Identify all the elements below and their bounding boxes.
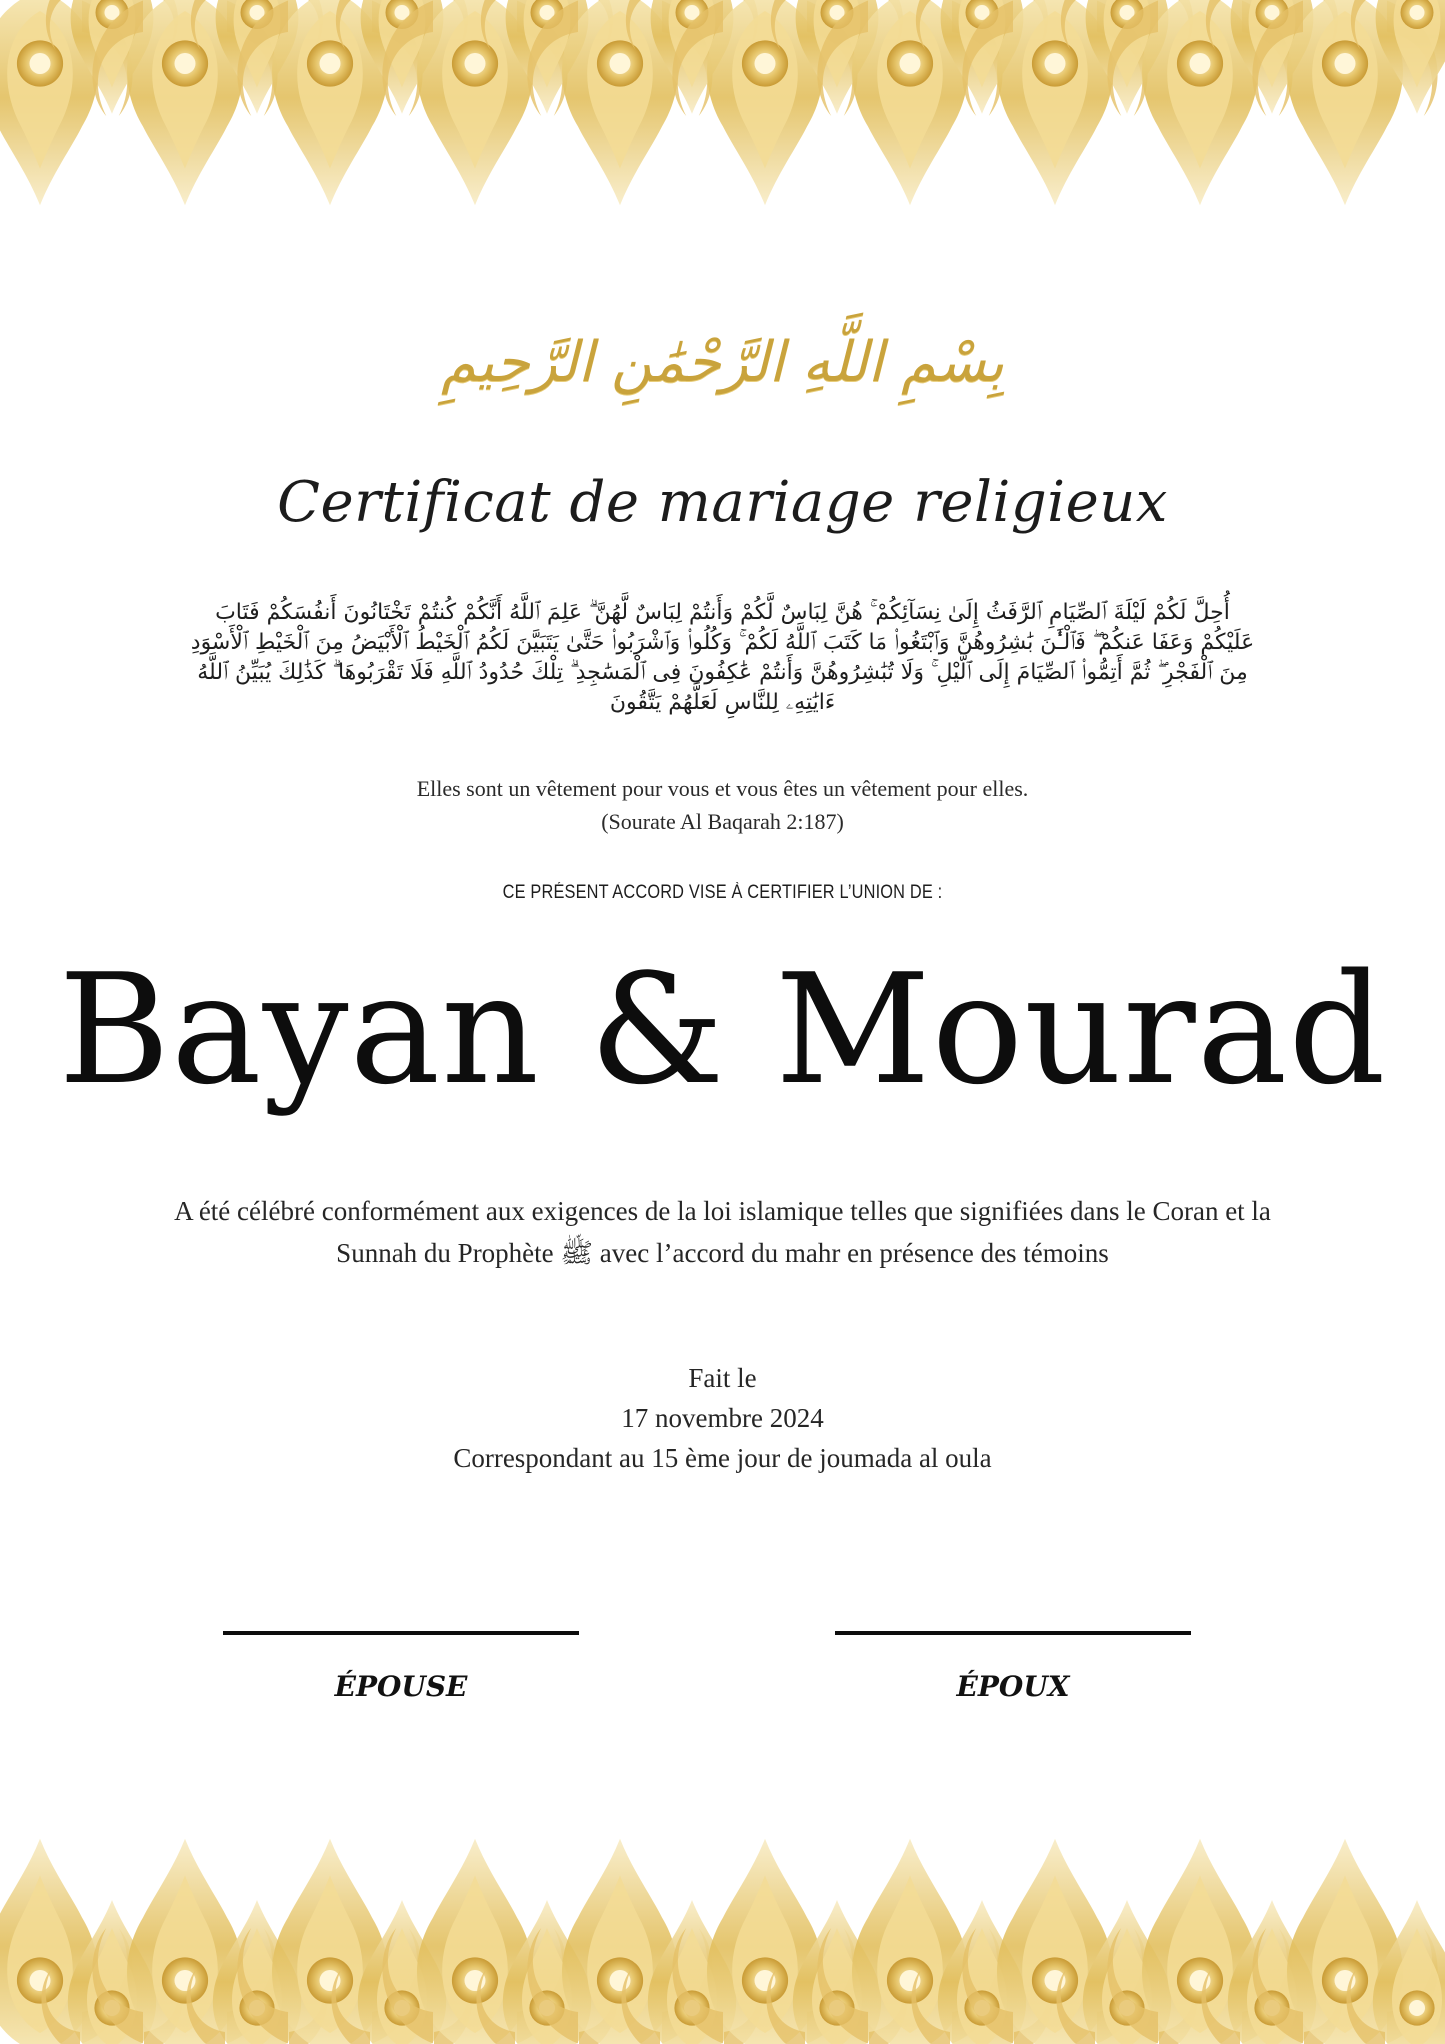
- signature-line-epouse: [223, 1631, 579, 1635]
- date-block: [0, 1358, 1445, 1478]
- signature-label-epouse: ÉPOUSE: [334, 1670, 468, 1703]
- quran-verse-arabic: أُحِلَّ لَكُمْ لَيْلَةَ ٱلصِّيَامِ ٱلرَّفَثُ إِلَىٰ نِسَآئِكُمْ ۚ هُنَّ لِبَاسٌ لَّكُمْ وَأَنتُمْ لِبَاسٌ لَّهُنَّ ۗ عَلِمَ ٱللَّهُ أَنَّكُمْ كُنتُمْ تَخْتَانُونَ أَنفُسَكُمْ فَتَابَ عَلَيْكُمْ وَعَفَا عَنكُمْ ۖ فَٱلْـَٰٔنَ بَٰشِرُوهُنَّ وَٱبْتَغُوا۟ مَا كَتَبَ ٱللَّهُ لَكُمْ ۚ وَكُلُوا۟ وَٱشْرَبُوا۟ حَتَّىٰ يَتَبَيَّنَ لَكُمُ ٱلْخَيْطُ ٱلْأَبْيَضُ مِنَ ٱلْخَيْطِ ٱلْأَسْوَدِ مِنَ ٱلْفَجْرِ ۖ ثُمَّ أَتِمُّوا۟ ٱلصِّيَامَ إِلَى ٱلَّيْلِ ۚ وَلَا تُبَٰشِرُوهُنَّ وَأَنتُمْ عَٰكِفُونَ فِى ٱلْمَسَٰجِدِ ۗ تِلْكَ حُدُودُ ٱللَّهِ فَلَا تَقْرَبُوهَا ۗ كَذَٰلِكَ يُبَيِّنُ ٱللَّهُ ءَايَٰتِهِۦ لِلنَّاسِ لَعَلَّهُمْ يَتَّقُونَ: [190, 600, 1255, 715]
- celebration-text: A été célébré conformément aux exigences de la loi islamique telles que signifiées dans le Coran et la Sunnah du Prophète ﷺ avec l’accord du mahr en présence des témoins: [174, 1196, 1271, 1268]
- date-label: Fait le: [688, 1363, 757, 1393]
- verse-reference: (Sourate Al Baqarah 2:187): [601, 809, 844, 834]
- verse-translation: Elles sont un vêtement pour vous et vous êtes un vêtement pour elles.: [416, 776, 1029, 801]
- signature-label-epoux: ÉPOUX: [956, 1670, 1070, 1703]
- basmala-text: بِسْمِ اللَّهِ الرَّحْمَٰنِ الرَّحِيمِ: [441, 330, 1004, 395]
- certificate-title: Certificat de mariage religieux: [277, 470, 1168, 535]
- couple-names: Bayan & Mourad: [58, 941, 1387, 1118]
- verse-translation-block: [0, 772, 1445, 838]
- bottom-gold-ornament: [0, 1744, 1445, 2044]
- date-gregorian: 17 novembre 2024: [621, 1403, 824, 1433]
- top-gold-ornament: [0, 0, 1445, 300]
- accord-heading: CE PRÉSENT ACCORD VISE À CERTIFIER L’UNION DE :: [502, 882, 943, 903]
- date-hijri: Correspondant au 15 ème jour de joumada al oula: [453, 1443, 992, 1473]
- basmala-calligraphy: [0, 330, 1445, 395]
- signature-line-epoux: [835, 1631, 1191, 1635]
